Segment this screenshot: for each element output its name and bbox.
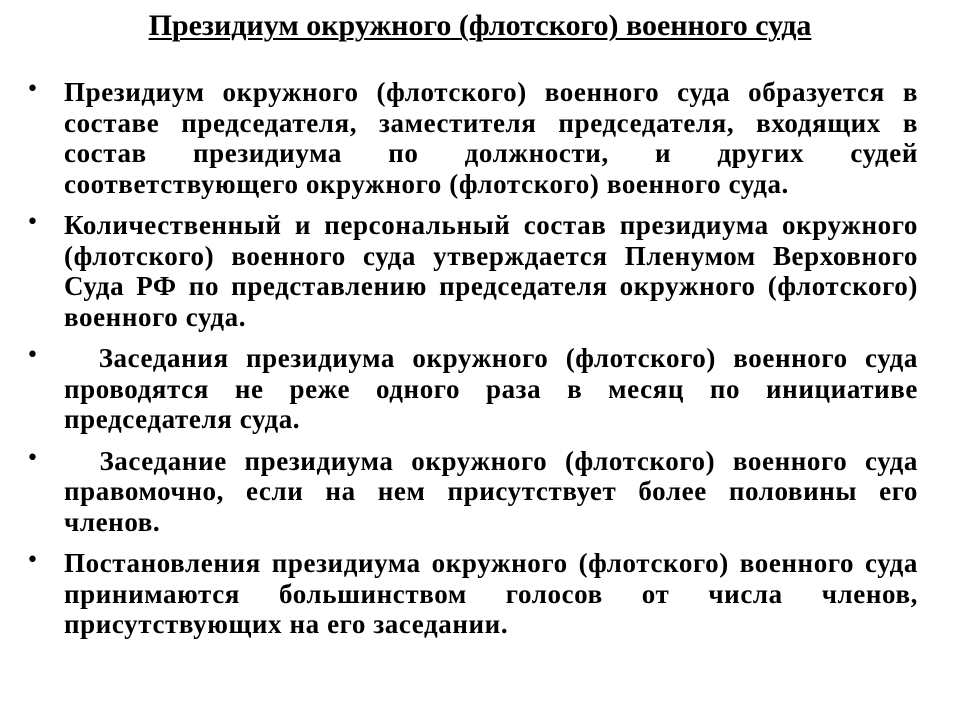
bullet-item xyxy=(26,210,926,332)
bullet-item xyxy=(26,77,926,199)
slide-title: Президиум окружного (флотского) военного суда xyxy=(148,9,812,42)
bullet-text: Заседание президиума окружного (флотского) военного суда правомочно, если на нем присутствует более половины его членов. xyxy=(64,445,926,537)
bullet-text: Постановления президиума окружного (флотского) военного суда принимаются большинством голосов от числа членов, присутствующих на его заседании. xyxy=(64,548,926,639)
bullet-text: Президиум окружного (флотского) военного суда образуется в составе председателя, заместителя председателя, входящих в состав президиума по должности, и других судей соответствующего окружного (флотского) военного суда. xyxy=(64,77,926,199)
bullet-icon: • xyxy=(26,77,39,102)
bullet-text: Количественный и персональный состав президиума окружного (флотского) военного суда утверждается Пленумом Верховного Суда РФ по представлению председателя окружного (флотского) военного суда. xyxy=(64,210,926,332)
bullet-icon: • xyxy=(26,445,39,471)
bullet-icon: • xyxy=(26,343,39,368)
bullet-item xyxy=(26,445,926,538)
bullet-list xyxy=(26,77,926,651)
bullet-item xyxy=(26,343,926,435)
bullet-icon: • xyxy=(26,548,39,573)
bullet-item xyxy=(26,548,926,640)
bullet-icon: • xyxy=(26,210,39,235)
bullet-text: Заседания президиума окружного (флотского) военного суда проводятся не реже одного раза в месяц по инициативе председателя суда. xyxy=(64,343,926,434)
